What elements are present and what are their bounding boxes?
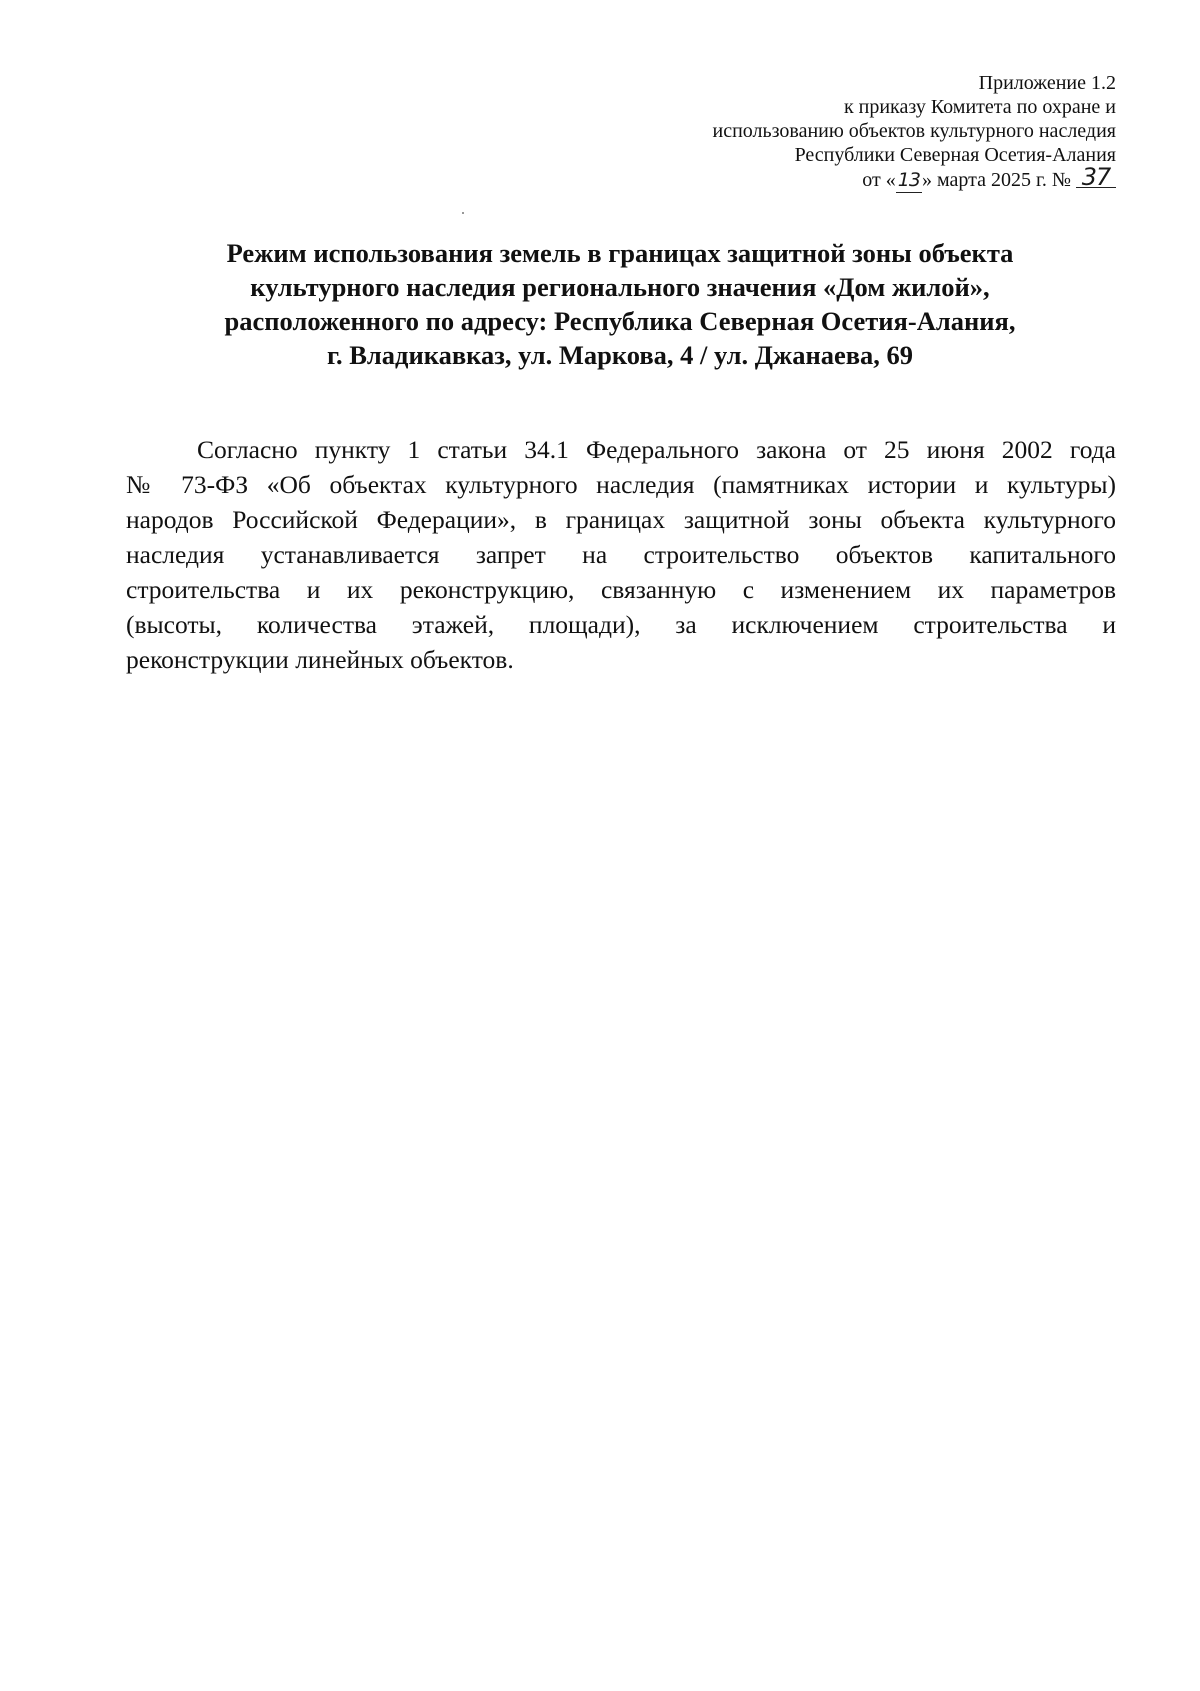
paragraph-line: строительства и их реконструкцию, связанную с изменением их параметров	[126, 575, 1116, 604]
title-line: расположенного по адресу: Республика Северная Осетия-Алания,	[224, 306, 1016, 336]
republic-name-line: Республики Северная Осетия-Алания	[794, 144, 1116, 166]
title-line: Режим использования земель в границах защитной зоны объекта	[226, 238, 1014, 268]
paragraph-line: (высоты, количества этажей, площади), за исключением строительства и	[126, 610, 1116, 639]
paragraph-line: наследия устанавливается запрет на строительство объектов капитального	[126, 540, 1116, 569]
title-line: г. Владикавказ, ул. Маркова, 4 / ул. Джанаева, 69	[326, 340, 914, 370]
date-prefix: от «	[862, 169, 896, 191]
scan-speck	[462, 212, 464, 214]
paragraph-line: № 73-ФЗ «Об объектах культурного наследия (памятниках истории и культуры)	[126, 470, 1116, 499]
order-reference-line: к приказу Комитета по охране и	[843, 96, 1116, 118]
handwritten-day: 13	[897, 169, 920, 191]
committee-name-line: использованию объектов культурного наследия	[712, 120, 1116, 142]
paragraph-line: народов Российской Федерации», в границах защитной зоны объекта культурного	[126, 505, 1116, 534]
title-line: культурного наследия регионального значения «Дом жилой»,	[250, 272, 990, 302]
handwritten-order-number: 37	[1076, 167, 1116, 188]
document-title	[130, 236, 1110, 372]
paragraph-line: реконструкции линейных объектов.	[126, 645, 514, 674]
body-paragraph	[126, 432, 1116, 677]
appendix-number: Приложение 1.2	[978, 72, 1116, 94]
order-date-line	[556, 163, 1116, 193]
appendix-header	[556, 71, 1116, 193]
date-suffix: » марта 2025 г. №	[921, 169, 1071, 191]
paragraph-line: Согласно пункту 1 статьи 34.1 Федерального закона от 25 июня 2002 года	[197, 435, 1116, 464]
